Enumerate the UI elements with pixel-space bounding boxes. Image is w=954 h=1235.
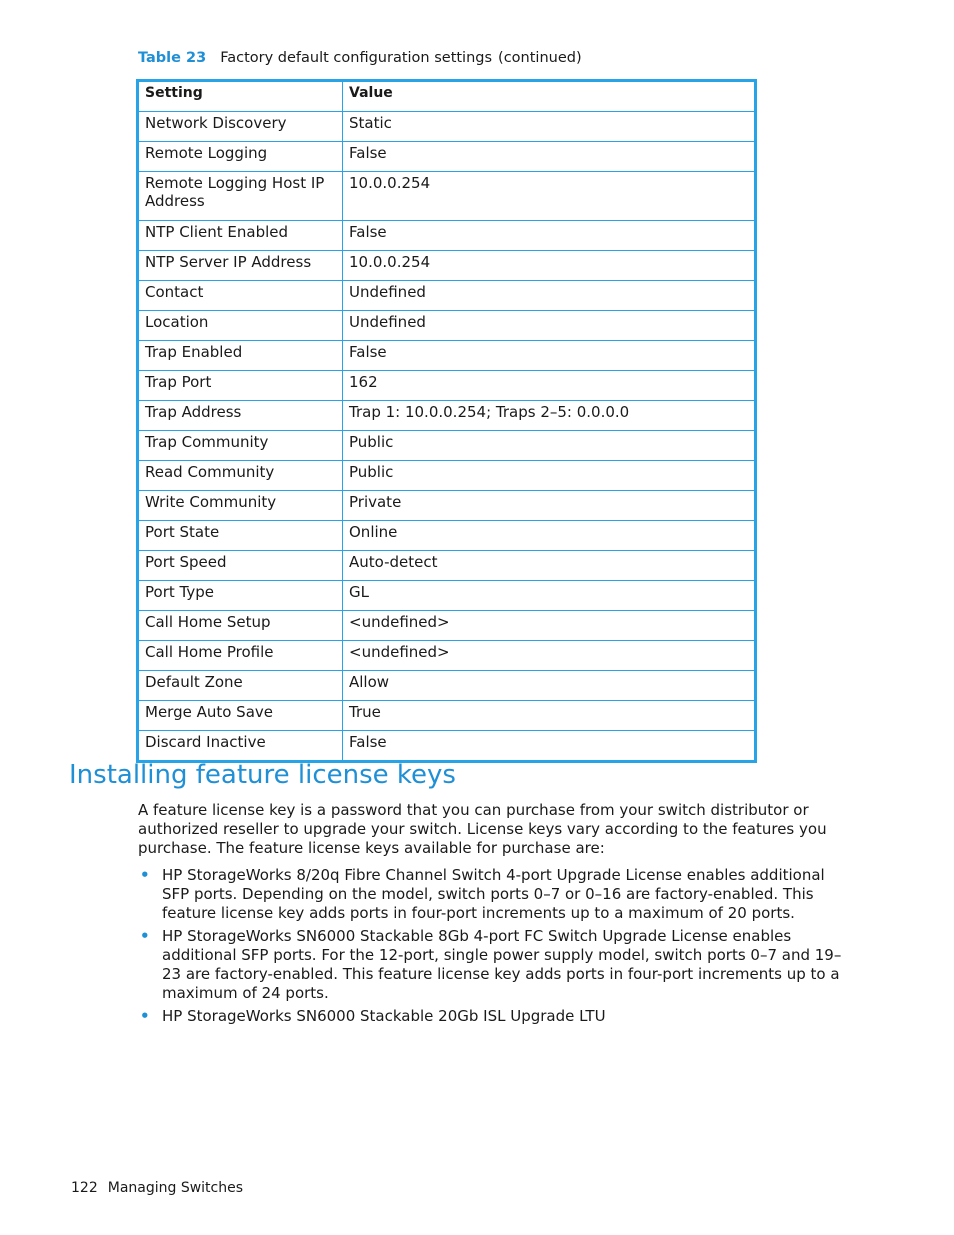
setting-cell: Contact <box>139 281 343 311</box>
setting-cell: NTP Server IP Address <box>139 251 343 281</box>
bullet-icon: • <box>140 1007 150 1025</box>
settings-table-container <box>136 79 757 763</box>
setting-cell: Write Community <box>139 491 343 521</box>
table-row <box>139 172 755 221</box>
setting-cell: Port State <box>139 521 343 551</box>
table-row <box>139 142 755 172</box>
table-caption-label: Table 23 <box>138 50 207 66</box>
setting-cell: Port Type <box>139 581 343 611</box>
table-row <box>139 371 755 401</box>
value-cell: Auto-detect <box>343 551 755 581</box>
table-caption-title: Factory default configuration settings <box>220 50 493 66</box>
table-row <box>139 731 755 761</box>
setting-cell: Trap Community <box>139 431 343 461</box>
list-item <box>138 927 848 1003</box>
value-cell: Public <box>343 431 755 461</box>
value-cell: False <box>343 142 755 172</box>
list-item-text: HP StorageWorks SN6000 Stackable 20Gb ISL Upgrade LTU <box>162 1007 606 1025</box>
value-cell: Static <box>343 112 755 142</box>
value-cell: False <box>343 731 755 761</box>
intro-paragraph: A feature license key is a password that you can purchase from your switch distributor or authorized reseller to upgrade your switch. License keys vary according to the features you purchase. The feature license keys available for purchase are: <box>138 801 827 857</box>
setting-cell: Location <box>139 311 343 341</box>
value-cell: Online <box>343 521 755 551</box>
value-cell: 162 <box>343 371 755 401</box>
table-row <box>139 551 755 581</box>
table-row <box>139 311 755 341</box>
table-row <box>139 401 755 431</box>
section-heading: Installing feature license keys <box>69 760 456 790</box>
value-cell: <undefined> <box>343 611 755 641</box>
setting-cell: Default Zone <box>139 671 343 701</box>
setting-cell: Call Home Setup <box>139 611 343 641</box>
list-item <box>138 1007 848 1026</box>
value-cell: Public <box>343 461 755 491</box>
value-cell: Undefined <box>343 311 755 341</box>
table-row <box>139 671 755 701</box>
setting-cell: Trap Enabled <box>139 341 343 371</box>
setting-cell: Call Home Profile <box>139 641 343 671</box>
chapter-title: Managing Switches <box>107 1180 244 1196</box>
settings-table <box>138 81 755 761</box>
table-row <box>139 221 755 251</box>
list-item-text: HP StorageWorks 8/20q Fibre Channel Switch 4-port Upgrade License enables additional SFP ports. Depending on the model, switch ports 0–7 or 0–16 are factory-enabled. This feature license key adds ports in four-port increments up to a maximum of 20 ports. <box>162 866 825 922</box>
table-row <box>139 281 755 311</box>
table-row <box>139 461 755 491</box>
table-row <box>139 112 755 142</box>
bullet-icon: • <box>140 927 150 945</box>
value-cell: Trap 1: 10.0.0.254; Traps 2–5: 0.0.0.0 <box>343 401 755 431</box>
value-cell: <undefined> <box>343 641 755 671</box>
table-caption-suffix: (continued) <box>498 50 582 66</box>
table-caption <box>138 50 582 66</box>
value-cell: True <box>343 701 755 731</box>
page-footer <box>71 1180 243 1196</box>
setting-cell: Remote Logging <box>139 142 343 172</box>
list-item <box>138 866 848 923</box>
value-cell: Private <box>343 491 755 521</box>
setting-cell: Trap Port <box>139 371 343 401</box>
bullet-icon: • <box>140 866 150 884</box>
table-row <box>139 491 755 521</box>
setting-cell: Network Discovery <box>139 112 343 142</box>
setting-cell: Trap Address <box>139 401 343 431</box>
table-body <box>139 112 755 761</box>
setting-cell: NTP Client Enabled <box>139 221 343 251</box>
setting-cell: Port Speed <box>139 551 343 581</box>
table-row <box>139 701 755 731</box>
value-cell: False <box>343 221 755 251</box>
table-row <box>139 611 755 641</box>
list-item-text: HP StorageWorks SN6000 Stackable 8Gb 4-port FC Switch Upgrade License enables additional SFP ports. For the 12-port, single power supply model, switch ports 0–7 and 19–23 are factory-enabled. This feature license key adds ports in four-port increments up to a maximum of 24 ports. <box>162 927 842 1002</box>
setting-cell: Discard Inactive <box>139 731 343 761</box>
table-header-row <box>139 82 755 112</box>
setting-cell: Read Community <box>139 461 343 491</box>
table-row <box>139 251 755 281</box>
column-header-value: Value <box>343 82 755 112</box>
table-row <box>139 521 755 551</box>
value-cell: Allow <box>343 671 755 701</box>
table-row <box>139 431 755 461</box>
table-row <box>139 581 755 611</box>
setting-cell: Merge Auto Save <box>139 701 343 731</box>
value-cell: Undefined <box>343 281 755 311</box>
value-cell: False <box>343 341 755 371</box>
setting-cell: Remote Logging Host IP Address <box>139 172 343 221</box>
value-cell: 10.0.0.254 <box>343 172 755 221</box>
page-number: 122 <box>71 1180 98 1196</box>
table-row <box>139 641 755 671</box>
value-cell: GL <box>343 581 755 611</box>
table-row <box>139 341 755 371</box>
value-cell: 10.0.0.254 <box>343 251 755 281</box>
column-header-setting: Setting <box>139 82 343 112</box>
license-key-list <box>138 866 848 1030</box>
